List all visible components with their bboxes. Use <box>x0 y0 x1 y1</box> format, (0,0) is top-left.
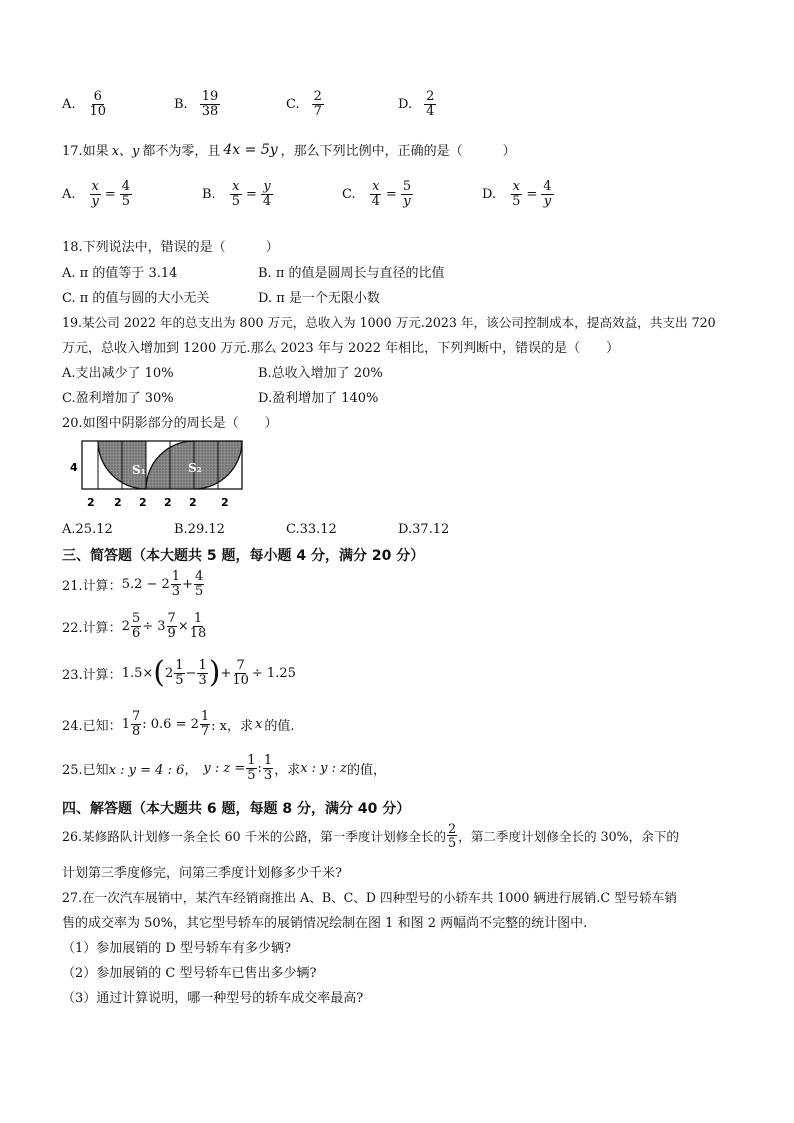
bottom-label: 2 <box>189 496 197 509</box>
option-letter: A. <box>62 96 76 112</box>
q25: 25.已知 x : y = 4 : 6， y : z = $\frac{1}{5}$ : 1 3 ，求 x : y : z 的值， <box>62 753 387 783</box>
section-4-title: 四、解答题（本大题共 6 题，每题 8 分，满分 40 分） <box>62 801 411 817</box>
q19-option-c[interactable]: C.盈利增加了 30% <box>62 391 174 406</box>
q16-option-c[interactable] <box>286 90 326 118</box>
q20-stem: 20.如图中阴影部分的周长是（ ） <box>62 416 278 431</box>
q19-option-b[interactable]: B.总收入增加了 20% <box>258 366 383 381</box>
option-letter: D. <box>398 96 413 112</box>
side-length-label: 4 <box>70 461 78 474</box>
q19-option-a[interactable]: A.支出减少了 10% <box>62 366 174 381</box>
s1-label: S₁ <box>132 463 146 477</box>
section-3-title: 三、简答题（本大题共 5 题，每小题 4 分，满分 20 分） <box>62 548 425 564</box>
q27-sub3: （3）通过计算说明，哪一种型号的轿车成交率最高? <box>62 991 364 1006</box>
fraction: $\frac{4}{5}$ <box>121 179 131 209</box>
option-letter: B. <box>174 96 188 112</box>
q27-sub2: （2）参加展销的 C 型号轿车已售出多少辆? <box>62 966 317 981</box>
q20-option-c[interactable]: C.33.12 <box>286 522 337 537</box>
q24: 24.已知： 1 7 8 : 0.6 = 2 1 7 : x，求 x 的值. <box>62 709 295 739</box>
q23: 23.计算： 1.5× ( 2 1 5 − $\frac{1}{3}$ ) + $\frac{7}{10}$ ÷ 1.25 <box>62 655 296 690</box>
q22: 22.计算： 2 $\frac{5}{6}$ ÷ 3 $\frac{7}{9}$ × $\frac{1}{18}$ <box>62 611 207 641</box>
q20-figure <box>66 438 248 512</box>
q19-option-d[interactable]: D.盈利增加了 140% <box>258 391 379 406</box>
q20-option-a[interactable]: A.25.12 <box>62 522 113 537</box>
fraction: $\frac{x}{y}$ <box>91 179 99 209</box>
q17-option-a[interactable]: A. $\frac{x}{y}$ = $\frac{4}{5}$ <box>62 179 131 209</box>
fraction: $\frac{4}{y}$ <box>543 179 552 209</box>
fraction: $\frac{2}{4}$ <box>426 89 435 119</box>
bottom-label: 2 <box>87 496 95 509</box>
fraction: $\frac{x}{5}$ <box>512 179 521 209</box>
q18-option-b[interactable]: B. π 的值是圆周长与直径的比值 <box>258 266 445 281</box>
s2-label: S₂ <box>188 461 202 475</box>
q18-option-c[interactable]: C. π 的值与圆的大小无关 <box>62 291 210 306</box>
q26-line2: 计划第三季度修完，问第三季度计划修多少千米? <box>62 866 342 881</box>
q20-option-b[interactable]: B.29.12 <box>174 522 225 537</box>
q16-option-d[interactable] <box>398 90 438 118</box>
fraction: $\frac{x}{5}$ <box>231 179 240 209</box>
fraction: $\frac{x}{4}$ <box>371 179 380 209</box>
bottom-label: 2 <box>114 496 122 509</box>
fraction: $\frac{6}{10}$ <box>89 89 107 119</box>
q18-option-a[interactable]: A. π 的值等于 3.14 <box>62 266 178 281</box>
bottom-label: 2 <box>221 496 229 509</box>
q16-option-a[interactable] <box>62 90 110 118</box>
fraction: $\frac{5}{y}$ <box>402 179 412 209</box>
q19-stem-line1: 19.某公司 2022 年的总支出为 800 万元，总收入为 1000 万元.2023 年，该公司控制成本，提高效益，共支出 720 <box>62 315 716 330</box>
q17-option-d[interactable]: D. $\frac{x}{5}$ = $\frac{4}{y}$ <box>482 179 552 209</box>
option-letter: C. <box>286 96 300 112</box>
q18-option-d[interactable]: D. π 是一个无限小数 <box>258 291 380 306</box>
q16-option-b[interactable] <box>174 90 222 118</box>
q17-option-b[interactable]: B. $\frac{x}{5}$ = $\frac{y}{4}$ <box>202 179 272 209</box>
q21: 21.计算： 5.2 − 2 1 3 + $\frac{4}{5}$ <box>62 569 204 599</box>
q27-line2: 售的成交率为 50%，其它型号轿车的展销情况绘制在图 1 和图 2 两幅尚不完整的统计图中. <box>62 916 588 931</box>
q19-stem-line2: 万元，总收入增加到 1200 万元.那么 2023 年与 2022 年相比，下列判断中，错误的是（ ） <box>62 341 620 356</box>
bottom-label: 2 <box>139 496 147 509</box>
q18-stem: 18.下列说法中，错误的是（ ） <box>62 240 279 255</box>
q27-line1: 27.在一次汽车展销中，某汽车经销商推出 A、B、C、D 四种型号的小轿车共 1000 辆进行展销.C 型号轿车销 <box>62 890 677 905</box>
fraction: $\frac{y}{4}$ <box>262 179 272 209</box>
q26-line1: 26.某修路队计划修一条全长 60 千米的公路，第一季度计划修全长的 2 5 ，第二季度计划修全长的 30%，余下的 <box>62 821 680 851</box>
fraction: $\frac{2}{7}$ <box>313 89 322 119</box>
bottom-label: 2 <box>164 496 172 509</box>
fraction: $\frac{19}{38}$ <box>201 89 219 119</box>
q17-stem: 17.如果 x、y 都不为零，且 4x = 5y ，那么下列比例中，正确的是（ ） <box>62 141 516 159</box>
q27-sub1: （1）参加展销的 D 型号轿车有多少辆? <box>62 941 291 956</box>
q17-option-c[interactable]: C. $\frac{x}{4}$ = $\frac{5}{y}$ <box>342 179 412 209</box>
q20-option-d[interactable]: D.37.12 <box>398 522 450 537</box>
